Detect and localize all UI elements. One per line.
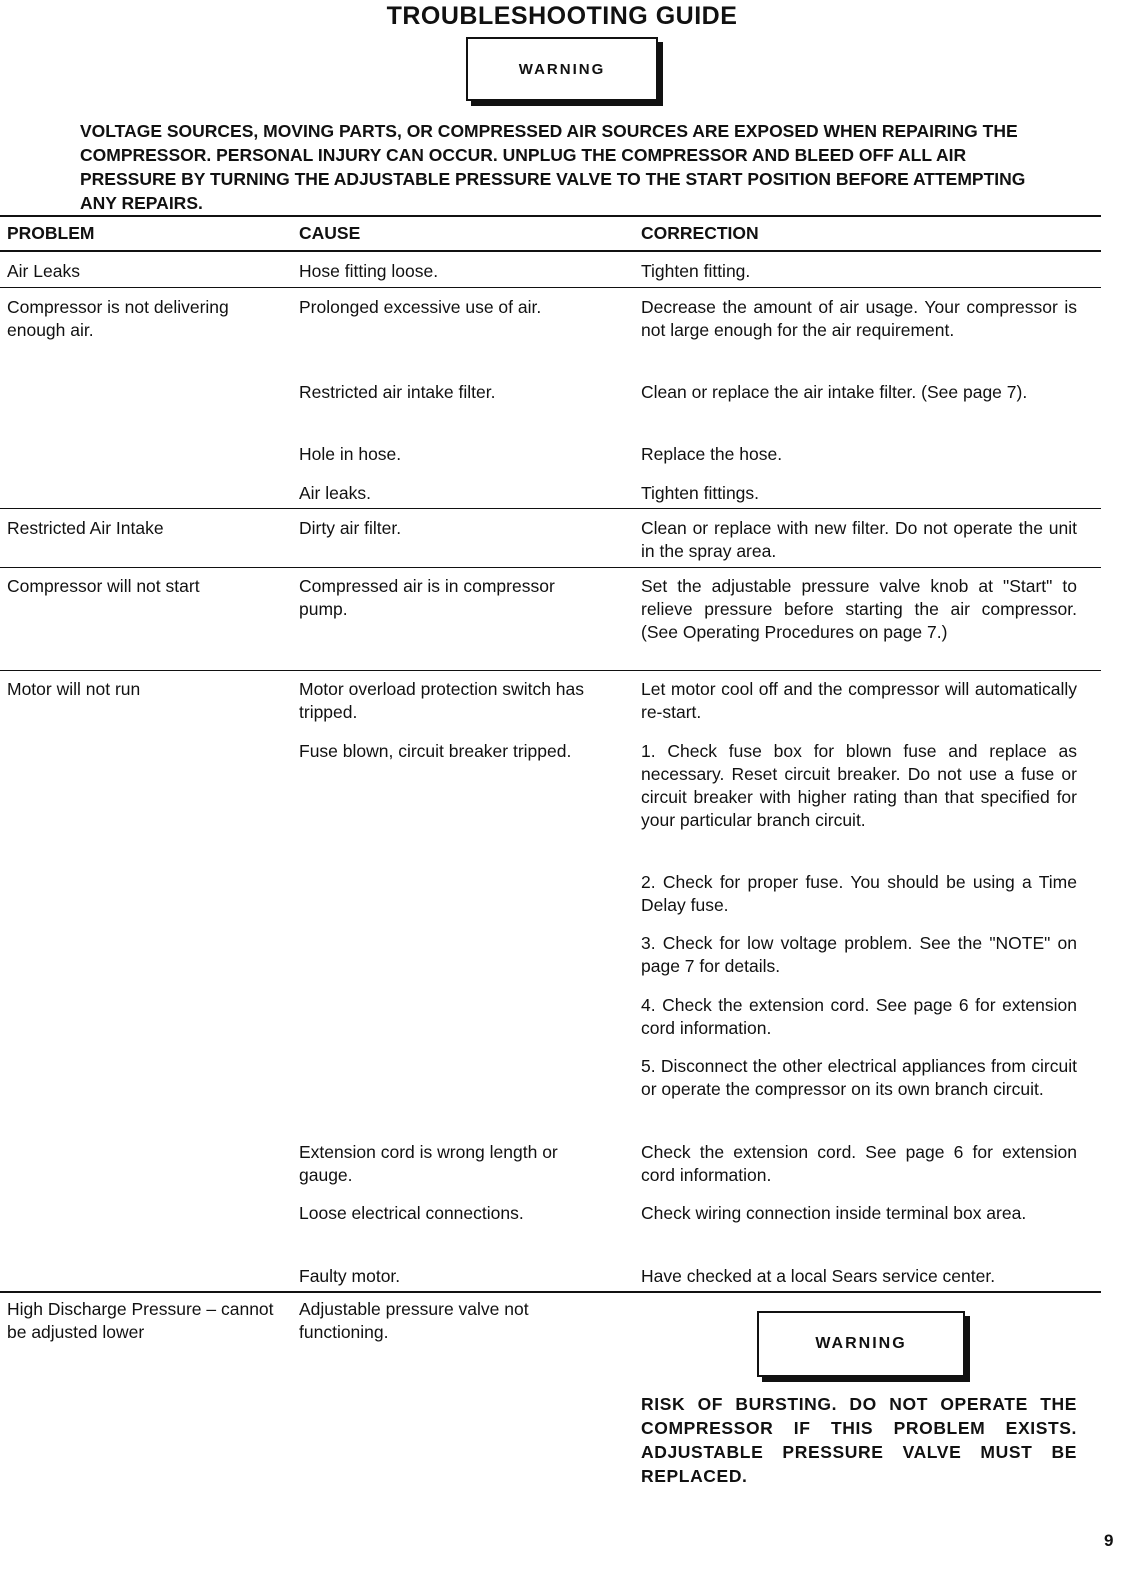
table-cell-correction: Check wiring connection inside terminal box area. bbox=[641, 1203, 1027, 1223]
table-cell-cause: Adjustable pressure valve not functioning. bbox=[299, 1299, 529, 1342]
row-divider bbox=[0, 670, 1101, 671]
column-header-correction: CORRECTION bbox=[641, 223, 759, 243]
table-cell-correction: Decrease the amount of air usage. Your compressor is not large enough for the air requirement. bbox=[641, 297, 1077, 340]
table-cell-correction: Set the adjustable pressure valve knob at "Start" to relieve pressure before starting the air compressor. (See Operating Procedures on page 7.) bbox=[641, 576, 1077, 642]
risk-warning-text: RISK OF BURSTING. DO NOT OPERATE THE COMPRESSOR IF THIS PROBLEM EXISTS. ADJUSTABLE PRESSURE VALVE MUST BE REPLACED. bbox=[641, 1394, 1077, 1486]
row-divider bbox=[0, 1291, 1101, 1293]
table-cell-correction: 4. Check the extension cord. See page 6 for extension cord information. bbox=[641, 995, 1077, 1038]
column-header-problem: PROBLEM bbox=[7, 223, 95, 243]
table-cell-problem: High Discharge Pressure – cannot be adjusted lower bbox=[7, 1299, 274, 1342]
table-cell-cause: Prolonged excessive use of air. bbox=[299, 297, 542, 317]
table-cell-cause: Compressed air is in compressor pump. bbox=[299, 576, 555, 619]
row-divider bbox=[0, 567, 1101, 568]
table-top-rule bbox=[0, 215, 1101, 217]
row-divider bbox=[0, 508, 1101, 509]
table-cell-correction: Replace the hose. bbox=[641, 444, 783, 464]
table-cell-correction: 1. Check fuse box for blown fuse and replace as necessary. Reset circuit breaker. Do not use a fuse or circuit breaker with higher rating than that specified for your particular branch circuit. bbox=[641, 741, 1077, 830]
table-cell-cause: Dirty air filter. bbox=[299, 518, 402, 538]
table-cell-cause: Hole in hose. bbox=[299, 444, 402, 464]
table-cell-correction: 5. Disconnect the other electrical appliances from circuit or operate the compressor on its own branch circuit. bbox=[641, 1056, 1077, 1099]
table-cell-correction: Have checked at a local Sears service center. bbox=[641, 1266, 996, 1286]
table-cell-cause: Extension cord is wrong length or gauge. bbox=[299, 1142, 558, 1185]
warning-label-box: WARNING bbox=[757, 1311, 965, 1377]
table-cell-cause: Motor overload protection switch has tripped. bbox=[299, 679, 584, 722]
column-header-cause: CAUSE bbox=[299, 223, 361, 243]
table-cell-problem: Restricted Air Intake bbox=[7, 518, 164, 538]
table-cell-correction: Check the extension cord. See page 6 for extension cord information. bbox=[641, 1142, 1077, 1185]
table-cell-correction: 3. Check for low voltage problem. See the "NOTE" on page 7 for details. bbox=[641, 933, 1077, 976]
header-bottom-rule bbox=[0, 250, 1101, 252]
table-cell-problem: Motor will not run bbox=[7, 679, 141, 699]
table-cell-correction: Tighten fittings. bbox=[641, 483, 760, 503]
table-cell-cause: Air leaks. bbox=[299, 483, 371, 503]
table-cell-cause: Fuse blown, circuit breaker tripped. bbox=[299, 741, 572, 761]
row-divider bbox=[0, 287, 1101, 288]
page-title: TROUBLESHOOTING GUIDE bbox=[386, 2, 738, 30]
table-cell-problem: Air Leaks bbox=[7, 261, 80, 281]
warning-label-box: WARNING bbox=[466, 37, 658, 101]
table-cell-correction: Let motor cool off and the compressor will automatically re-start. bbox=[641, 679, 1077, 722]
table-cell-correction: 2. Check for proper fuse. You should be using a Time Delay fuse. bbox=[641, 872, 1077, 915]
page-number: 9 bbox=[1104, 1531, 1114, 1550]
table-cell-correction: Clean or replace the air intake filter. (See page 7). bbox=[641, 382, 1028, 402]
table-cell-problem: Compressor is not delivering enough air. bbox=[7, 297, 229, 340]
table-cell-cause: Faulty motor. bbox=[299, 1266, 401, 1286]
table-cell-correction: Clean or replace with new filter. Do not operate the unit in the spray area. bbox=[641, 518, 1077, 561]
table-cell-problem: Compressor will not start bbox=[7, 576, 200, 596]
table-cell-cause: Loose electrical connections. bbox=[299, 1203, 524, 1223]
table-cell-cause: Hose fitting loose. bbox=[299, 261, 439, 281]
table-cell-cause: Restricted air intake filter. bbox=[299, 382, 496, 402]
table-cell-correction: Tighten fitting. bbox=[641, 261, 751, 281]
warning-text: VOLTAGE SOURCES, MOVING PARTS, OR COMPRESSED AIR SOURCES ARE EXPOSED WHEN REPAIRING THE COMPRESSOR. PERSONAL INJURY CAN OCCUR. UNPLUG THE COMPRESSOR AND BLEED OFF ALL AIR PRESSURE BY TURNING THE ADJUSTABLE PRESSURE VALVE TO THE START POSITION BEFORE ATTEMPTING ANY REPAIRS. bbox=[80, 121, 1026, 213]
